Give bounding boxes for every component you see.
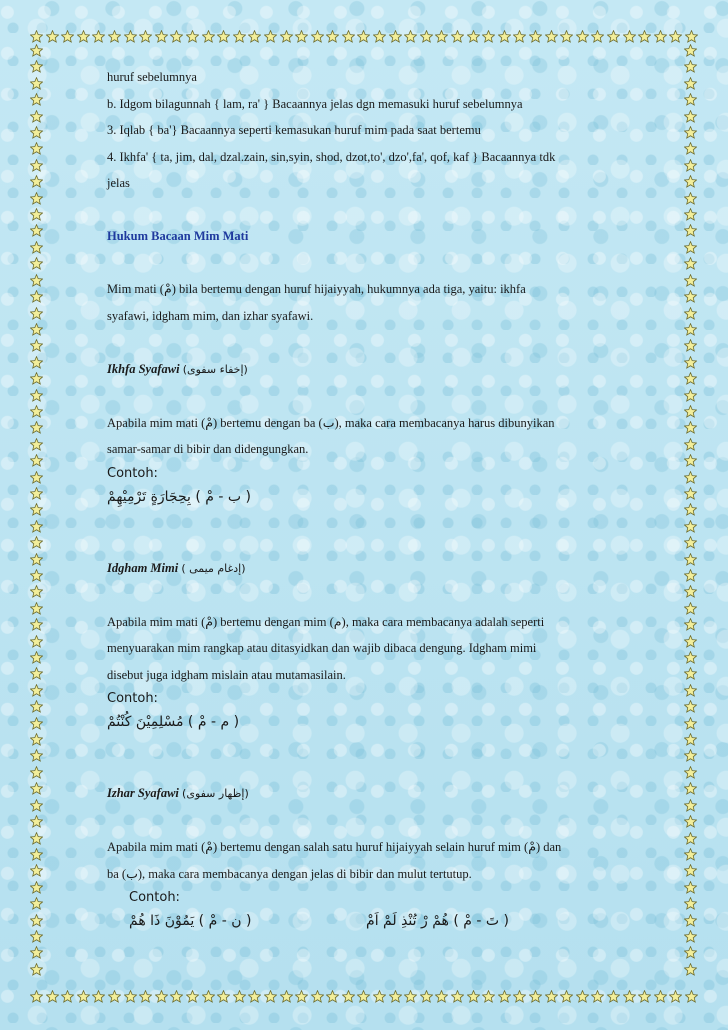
- star-border-icon: [684, 815, 697, 828]
- star-border-icon: [373, 30, 386, 43]
- ikhfa-arabic: (إخفاء سفوى): [182, 362, 248, 376]
- star-border-icon: [30, 142, 43, 155]
- section-heading: Hukum Bacaan Mim Mati: [107, 229, 249, 243]
- star-border-bottom: [30, 990, 698, 1004]
- star-border-icon: [30, 224, 43, 237]
- star-border-icon: [30, 77, 43, 90]
- star-border-icon: [30, 93, 43, 106]
- star-border-icon: [92, 990, 105, 1003]
- star-border-icon: [30, 881, 43, 894]
- star-border-icon: [202, 990, 215, 1003]
- star-border-icon: [684, 438, 697, 451]
- star-border-icon: [30, 799, 43, 812]
- star-border-icon: [623, 990, 636, 1003]
- star-border-icon: [389, 30, 402, 43]
- star-border-icon: [654, 30, 667, 43]
- star-border-icon: [684, 110, 697, 123]
- star-border-icon: [30, 503, 43, 516]
- star-border-icon: [30, 126, 43, 139]
- star-border-icon: [30, 990, 43, 1003]
- star-border-icon: [638, 30, 651, 43]
- star-border-icon: [264, 30, 277, 43]
- text-line: huruf sebelumnya: [107, 70, 197, 84]
- star-border-icon: [607, 990, 620, 1003]
- star-border-icon: [467, 30, 480, 43]
- star-border-icon: [30, 405, 43, 418]
- star-border-icon: [30, 290, 43, 303]
- idgham-title-line: [107, 555, 647, 583]
- star-border-icon: [30, 438, 43, 451]
- star-border-icon: [529, 30, 542, 43]
- star-border-icon: [357, 990, 370, 1003]
- star-border-icon: [482, 990, 495, 1003]
- star-border-icon: [684, 503, 697, 516]
- star-border-icon: [684, 700, 697, 713]
- star-border-icon: [654, 990, 667, 1003]
- text-line: 4. Ikhfa' { ta, jim, dal, dzal.zain, sin,syin, shod, dzot,to', dzo',fa', qof, kaf } Bacaannya tdk: [107, 149, 556, 164]
- star-border-icon: [30, 651, 43, 664]
- star-border-icon: [30, 520, 43, 533]
- star-border-icon: [435, 30, 448, 43]
- star-border-icon: [108, 990, 121, 1003]
- star-border-icon: [684, 733, 697, 746]
- star-border-icon: [684, 717, 697, 730]
- ikhfa-body-line: samar-samar di bibir dan didengungkan.: [107, 442, 309, 456]
- idgham-body-line: menyuarakan mim rangkap atau ditasyidkan dan wajib dibaca dengung. Idgham mimi: [107, 641, 537, 655]
- star-border-icon: [92, 30, 105, 43]
- star-border-icon: [30, 749, 43, 762]
- star-border-icon: [591, 30, 604, 43]
- star-border-icon: [684, 848, 697, 861]
- izhar-arabic: (إظهار سفوى): [182, 787, 249, 800]
- idgham-title: Idgham Mimi: [107, 560, 179, 575]
- izhar-body-line: Apabila mim mati (مْ) bertemu dengan salah satu huruf hijaiyyah selain huruf mim (مْ) dan: [107, 840, 562, 854]
- star-border-icon: [30, 848, 43, 861]
- star-border-icon: [684, 339, 697, 352]
- star-border-icon: [684, 159, 697, 172]
- star-border-icon: [684, 602, 697, 615]
- star-border-icon: [684, 782, 697, 795]
- star-border-icon: [30, 454, 43, 467]
- star-border-icon: [30, 536, 43, 549]
- star-border-icon: [30, 766, 43, 779]
- star-border-icon: [30, 815, 43, 828]
- star-border-icon: [607, 30, 620, 43]
- idgham-body-line: Apabila mim mati (مْ) bertemu dengan mim (م), maka cara membacanya adalah seperti: [107, 614, 545, 629]
- star-border-icon: [684, 372, 697, 385]
- star-border-top: [30, 30, 698, 44]
- star-border-icon: [684, 930, 697, 943]
- star-border-icon: [311, 990, 324, 1003]
- star-border-icon: [684, 864, 697, 877]
- star-border-icon: [295, 990, 308, 1003]
- star-border-icon: [217, 990, 230, 1003]
- star-border-icon: [77, 990, 90, 1003]
- star-border-icon: [420, 30, 433, 43]
- star-border-icon: [684, 323, 697, 336]
- star-border-icon: [30, 323, 43, 336]
- star-border-icon: [30, 421, 43, 434]
- star-border-icon: [30, 782, 43, 795]
- star-border-icon: [545, 990, 558, 1003]
- star-border-icon: [61, 990, 74, 1003]
- star-border-icon: [684, 946, 697, 959]
- star-border-icon: [30, 274, 43, 287]
- star-border-icon: [684, 192, 697, 205]
- star-border-icon: [684, 290, 697, 303]
- star-border-icon: [684, 405, 697, 418]
- star-border-icon: [326, 990, 339, 1003]
- star-border-icon: [30, 585, 43, 598]
- star-border-icon: [684, 799, 697, 812]
- star-border-right: [684, 44, 698, 976]
- izhar-example-right: ( تَ - مْ ) هُمْ رْ تُنْذِ لَمْ اَمْ: [366, 913, 509, 929]
- star-border-icon: [30, 487, 43, 500]
- star-border-icon: [233, 990, 246, 1003]
- star-border-icon: [451, 30, 464, 43]
- star-border-icon: [124, 990, 137, 1003]
- ikhfa-contoh-label: Contoh:: [107, 465, 158, 481]
- star-border-icon: [684, 963, 697, 976]
- star-border-icon: [248, 30, 261, 43]
- star-border-icon: [186, 990, 199, 1003]
- star-border-icon: [139, 30, 152, 43]
- star-border-icon: [357, 30, 370, 43]
- star-border-icon: [30, 553, 43, 566]
- idgham-example: ( م - مْ ) مُسْلِمِيْنَ كُنْتُمْ: [107, 714, 240, 730]
- idgham-contoh-label: Contoh:: [107, 691, 158, 706]
- star-border-icon: [560, 30, 573, 43]
- star-border-icon: [342, 30, 355, 43]
- star-border-icon: [139, 990, 152, 1003]
- star-border-icon: [467, 990, 480, 1003]
- star-border-icon: [684, 651, 697, 664]
- star-border-icon: [684, 520, 697, 533]
- star-border-icon: [30, 832, 43, 845]
- star-border-icon: [684, 274, 697, 287]
- star-border-icon: [217, 30, 230, 43]
- star-border-icon: [684, 881, 697, 894]
- star-border-icon: [30, 569, 43, 582]
- star-border-icon: [684, 454, 697, 467]
- star-border-icon: [30, 372, 43, 385]
- idgham-arabic: ( إدغام ميمى): [181, 561, 246, 575]
- star-border-icon: [576, 990, 589, 1003]
- star-border-icon: [482, 30, 495, 43]
- star-border-icon: [30, 356, 43, 369]
- star-border-icon: [77, 30, 90, 43]
- text-line: b. Idgom bilagunnah { lam, ra' } Bacaannya jelas dgn memasuki huruf sebelumnya: [107, 96, 523, 111]
- star-border-icon: [684, 142, 697, 155]
- star-border-icon: [280, 990, 293, 1003]
- star-border-icon: [124, 30, 137, 43]
- star-border-icon: [684, 257, 697, 270]
- star-border-icon: [108, 30, 121, 43]
- star-border-icon: [684, 389, 697, 402]
- star-border-icon: [684, 93, 697, 106]
- star-border-icon: [684, 224, 697, 237]
- text-line: jelas: [107, 176, 130, 190]
- star-border-icon: [435, 990, 448, 1003]
- star-border-icon: [30, 946, 43, 959]
- star-border-icon: [684, 421, 697, 434]
- star-border-icon: [638, 990, 651, 1003]
- intro-line: Mim mati (مْ) bila bertemu dengan huruf hijaiyyah, hukumnya ada tiga, yaitu: ikhfa: [107, 282, 526, 296]
- star-border-icon: [30, 159, 43, 172]
- document-body: [107, 64, 647, 933]
- star-border-icon: [684, 766, 697, 779]
- star-border-icon: [545, 30, 558, 43]
- star-border-icon: [30, 44, 43, 57]
- star-border-icon: [684, 553, 697, 566]
- star-border-icon: [684, 175, 697, 188]
- star-border-icon: [684, 208, 697, 221]
- star-border-icon: [684, 585, 697, 598]
- star-border-icon: [513, 990, 526, 1003]
- izhar-body-line: ba (ب), maka cara membacanya dengan jelas di bibir dan mulut tertutup.: [107, 866, 472, 881]
- star-border-icon: [389, 990, 402, 1003]
- star-border-icon: [685, 990, 698, 1003]
- star-border-icon: [684, 749, 697, 762]
- star-border-icon: [684, 356, 697, 369]
- star-border-icon: [684, 536, 697, 549]
- star-border-icon: [61, 30, 74, 43]
- star-border-icon: [30, 864, 43, 877]
- star-border-icon: [30, 175, 43, 188]
- star-border-icon: [30, 914, 43, 927]
- ikhfa-title-line: [107, 356, 647, 384]
- star-border-icon: [451, 990, 464, 1003]
- intro-line: syafawi, idgham mim, dan izhar syafawi.: [107, 308, 314, 323]
- star-border-icon: [30, 717, 43, 730]
- star-border-icon: [280, 30, 293, 43]
- star-border-icon: [30, 963, 43, 976]
- idgham-body-line: disebut juga idgham mislain atau mutamasilain.: [107, 667, 346, 682]
- star-border-icon: [684, 487, 697, 500]
- star-border-icon: [342, 990, 355, 1003]
- star-border-icon: [623, 30, 636, 43]
- star-border-icon: [684, 684, 697, 697]
- izhar-title-line: [107, 780, 647, 808]
- star-border-icon: [684, 897, 697, 910]
- star-border-icon: [684, 241, 697, 254]
- star-border-icon: [684, 126, 697, 139]
- star-border-icon: [420, 990, 433, 1003]
- star-border-icon: [155, 990, 168, 1003]
- star-border-icon: [30, 897, 43, 910]
- star-border-icon: [684, 667, 697, 680]
- ikhfa-title: Ikhfa Syafawi: [107, 361, 180, 376]
- star-border-icon: [233, 30, 246, 43]
- star-border-icon: [684, 307, 697, 320]
- star-border-icon: [326, 30, 339, 43]
- izhar-examples: [129, 909, 509, 933]
- text-line: 3. Iqlab { ba'} Bacaannya seperti kemasukan huruf mim pada saat bertemu: [107, 123, 481, 137]
- star-border-icon: [202, 30, 215, 43]
- star-border-icon: [498, 990, 511, 1003]
- star-border-icon: [46, 990, 59, 1003]
- star-border-icon: [591, 990, 604, 1003]
- star-border-left: [30, 44, 44, 976]
- star-border-icon: [404, 30, 417, 43]
- star-border-icon: [685, 30, 698, 43]
- star-border-icon: [30, 30, 43, 43]
- star-border-icon: [30, 635, 43, 648]
- star-border-icon: [684, 635, 697, 648]
- star-border-icon: [170, 990, 183, 1003]
- star-border-icon: [684, 60, 697, 73]
- star-border-icon: [30, 602, 43, 615]
- star-border-icon: [155, 30, 168, 43]
- star-border-icon: [529, 990, 542, 1003]
- star-border-icon: [30, 667, 43, 680]
- star-border-icon: [404, 990, 417, 1003]
- star-border-icon: [560, 990, 573, 1003]
- star-border-icon: [30, 471, 43, 484]
- star-border-icon: [669, 30, 682, 43]
- star-border-icon: [684, 569, 697, 582]
- star-border-icon: [30, 684, 43, 697]
- star-border-icon: [46, 30, 59, 43]
- star-border-icon: [311, 30, 324, 43]
- star-border-icon: [186, 30, 199, 43]
- star-border-icon: [684, 44, 697, 57]
- star-border-icon: [513, 30, 526, 43]
- star-border-icon: [30, 241, 43, 254]
- star-border-icon: [684, 914, 697, 927]
- star-border-icon: [576, 30, 589, 43]
- izhar-example-left: ( ن - مْ ) يَمُوْنَ ذَا هُمْ: [129, 913, 252, 929]
- star-border-icon: [30, 700, 43, 713]
- star-border-icon: [30, 733, 43, 746]
- star-border-icon: [30, 110, 43, 123]
- ikhfa-example: ( ب - مْ ) بِحِجَارَةٍ تَرْمِيْهِمْ: [107, 488, 251, 505]
- star-border-icon: [498, 30, 511, 43]
- izhar-title: Izhar Syafawi: [107, 786, 179, 800]
- star-border-icon: [684, 832, 697, 845]
- star-border-icon: [684, 77, 697, 90]
- star-border-icon: [264, 990, 277, 1003]
- star-border-icon: [30, 60, 43, 73]
- star-border-icon: [30, 930, 43, 943]
- star-border-icon: [170, 30, 183, 43]
- star-border-icon: [295, 30, 308, 43]
- star-border-icon: [30, 618, 43, 631]
- izhar-contoh-label: Contoh:: [129, 890, 180, 905]
- star-border-icon: [30, 389, 43, 402]
- star-border-icon: [669, 990, 682, 1003]
- star-border-icon: [30, 307, 43, 320]
- star-border-icon: [30, 208, 43, 221]
- star-border-icon: [373, 990, 386, 1003]
- ikhfa-body-line: Apabila mim mati (مْ) bertemu dengan ba (ب), maka cara membacanya harus dibunyikan: [107, 415, 555, 430]
- star-border-icon: [684, 618, 697, 631]
- star-border-icon: [248, 990, 261, 1003]
- star-border-icon: [30, 257, 43, 270]
- star-border-icon: [30, 192, 43, 205]
- star-border-icon: [30, 339, 43, 352]
- star-border-icon: [684, 471, 697, 484]
